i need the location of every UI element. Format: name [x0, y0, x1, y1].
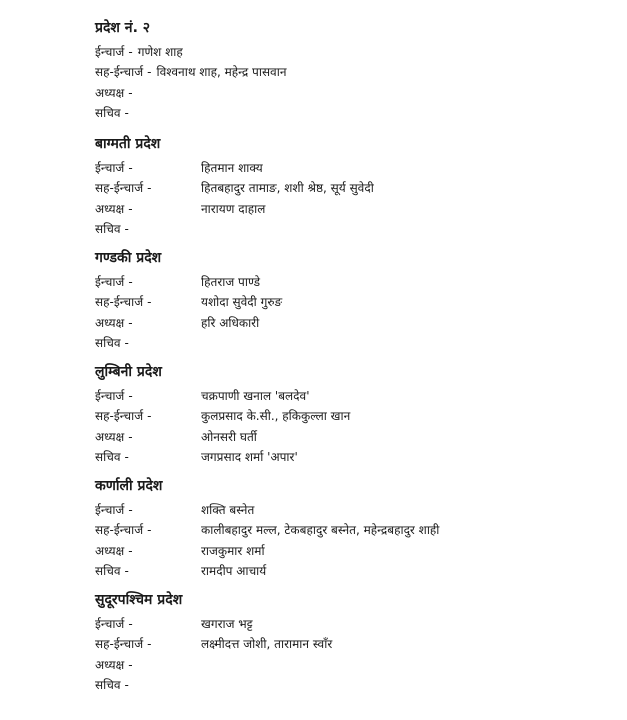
role-label: ईन्चार्ज — [95, 617, 125, 631]
person-name: हरि अधिकारी — [201, 315, 260, 330]
separator: - — [128, 543, 133, 558]
row-chairperson — [95, 655, 605, 675]
row-incharge — [95, 500, 605, 520]
section-sudurpashchim — [95, 590, 605, 696]
separator: - — [147, 65, 152, 80]
separator: - — [128, 275, 133, 289]
person-name: खगराज भट्ट — [201, 617, 253, 631]
row-secretary — [95, 561, 605, 581]
row-secretary — [95, 447, 605, 467]
separator: - — [147, 523, 152, 538]
separator: - — [124, 450, 129, 465]
row-secretary — [95, 103, 605, 123]
separator: - — [124, 336, 129, 351]
row-chairperson — [95, 199, 605, 219]
separator: - — [147, 409, 152, 424]
person-name: शक्ति बस्नेत — [201, 503, 255, 517]
section-bagmati — [95, 134, 605, 240]
separator: - — [128, 315, 133, 330]
person-name: कालीबहादुर मल्ल, टेकबहादुर बस्नेत, महेन्द्रबहादुर शाही — [201, 523, 440, 538]
role-label: सचिव — [95, 450, 121, 465]
role-label: सचिव — [95, 678, 121, 693]
role-label: सह-ईन्चार्ज — [95, 409, 144, 424]
separator: - — [128, 657, 133, 672]
person-name: हितबहादुर तामाङ, शशी श्रेष्ठ, सूर्य सुवेदी — [201, 181, 374, 196]
row-chairperson — [95, 83, 605, 103]
person-name: विश्वनाथ शाह, महेन्द्र पासवान — [156, 65, 287, 80]
row-incharge — [95, 614, 605, 634]
separator: - — [124, 222, 129, 237]
row-incharge — [95, 158, 605, 178]
role-label: अध्यक्ष — [95, 543, 125, 558]
section-gandaki — [95, 248, 605, 354]
person-name: गणेश शाह — [137, 45, 183, 59]
role-label: ईन्चार्ज — [95, 161, 125, 175]
section-heading: बाग्मती प्रदेश — [95, 136, 161, 152]
role-label: अध्यक्ष — [95, 657, 125, 672]
separator: - — [124, 564, 129, 579]
separator: - — [147, 637, 152, 652]
person-name: राजकुमार शर्मा — [201, 543, 265, 558]
separator: - — [128, 429, 133, 444]
role-label: सह-ईन्चार्ज — [95, 181, 144, 196]
section-heading: सुदूरपश्चिम प्रदेश — [95, 592, 183, 608]
role-label: ईन्चार्ज — [95, 275, 125, 289]
row-secretary — [95, 675, 605, 695]
section-heading: लुम्बिनी प्रदेश — [95, 364, 162, 380]
section-heading: गण्डकी प्रदेश — [95, 250, 162, 266]
row-incharge — [95, 42, 605, 62]
row-incharge — [95, 386, 605, 406]
role-label: अध्यक्ष — [95, 85, 125, 100]
row-co-incharge — [95, 292, 605, 312]
person-name: चक्रपाणी खनाल 'बलदेव' — [201, 389, 310, 403]
person-name: हितराज पाण्डे — [201, 275, 261, 289]
person-name: कुलप्रसाद के.सी., हकिकुल्ला खान — [201, 409, 351, 424]
section-pradesh-2 — [95, 18, 605, 124]
row-incharge — [95, 272, 605, 292]
row-chairperson — [95, 541, 605, 561]
separator: - — [124, 678, 129, 693]
role-label: ईन्चार्ज — [95, 45, 125, 59]
row-co-incharge — [95, 520, 605, 540]
separator: - — [128, 201, 133, 216]
separator: - — [128, 503, 133, 517]
role-label: अध्यक्ष — [95, 429, 125, 444]
separator: - — [147, 295, 152, 310]
person-name: यशोदा सुवेदी गुरुङ — [201, 295, 283, 310]
role-label: अध्यक्ष — [95, 315, 125, 330]
separator: - — [147, 181, 152, 196]
separator: - — [128, 389, 133, 403]
role-label: ईन्चार्ज — [95, 389, 125, 403]
separator: - — [128, 45, 133, 59]
section-heading: कर्णाली प्रदेश — [95, 478, 163, 494]
separator: - — [128, 161, 133, 175]
row-secretary — [95, 333, 605, 353]
person-name: जगप्रसाद शर्मा 'अपार' — [201, 450, 298, 465]
person-name: ओनसरी घर्ती — [201, 429, 257, 444]
role-label: सचिव — [95, 336, 121, 351]
role-label: सह-ईन्चार्ज — [95, 637, 144, 652]
role-label: सचिव — [95, 564, 121, 579]
row-co-incharge — [95, 634, 605, 654]
role-label: सचिव — [95, 222, 121, 237]
person-name: लक्ष्मीदत्त जोशी, तारामान स्वाँर — [201, 637, 333, 652]
role-label: सचिव — [95, 106, 121, 121]
row-co-incharge — [95, 62, 605, 82]
person-name: रामदीप आचार्य — [201, 564, 267, 579]
role-label: सह-ईन्चार्ज — [95, 295, 144, 310]
row-chairperson — [95, 427, 605, 447]
person-name: हितमान शाक्य — [201, 161, 263, 175]
separator: - — [128, 85, 133, 100]
row-co-incharge — [95, 406, 605, 426]
row-co-incharge — [95, 178, 605, 198]
section-lumbini — [95, 362, 605, 468]
separator: - — [128, 617, 133, 631]
role-label: अध्यक्ष — [95, 201, 125, 216]
section-karnali — [95, 476, 605, 582]
separator: - — [124, 106, 129, 121]
row-secretary — [95, 219, 605, 239]
row-chairperson — [95, 313, 605, 333]
role-label: सह-ईन्चार्ज — [95, 65, 144, 80]
role-label: ईन्चार्ज — [95, 503, 125, 517]
section-heading: प्रदेश नं. २ — [95, 20, 151, 36]
person-name: नारायण दाहाल — [201, 201, 266, 216]
role-label: सह-ईन्चार्ज — [95, 523, 144, 538]
